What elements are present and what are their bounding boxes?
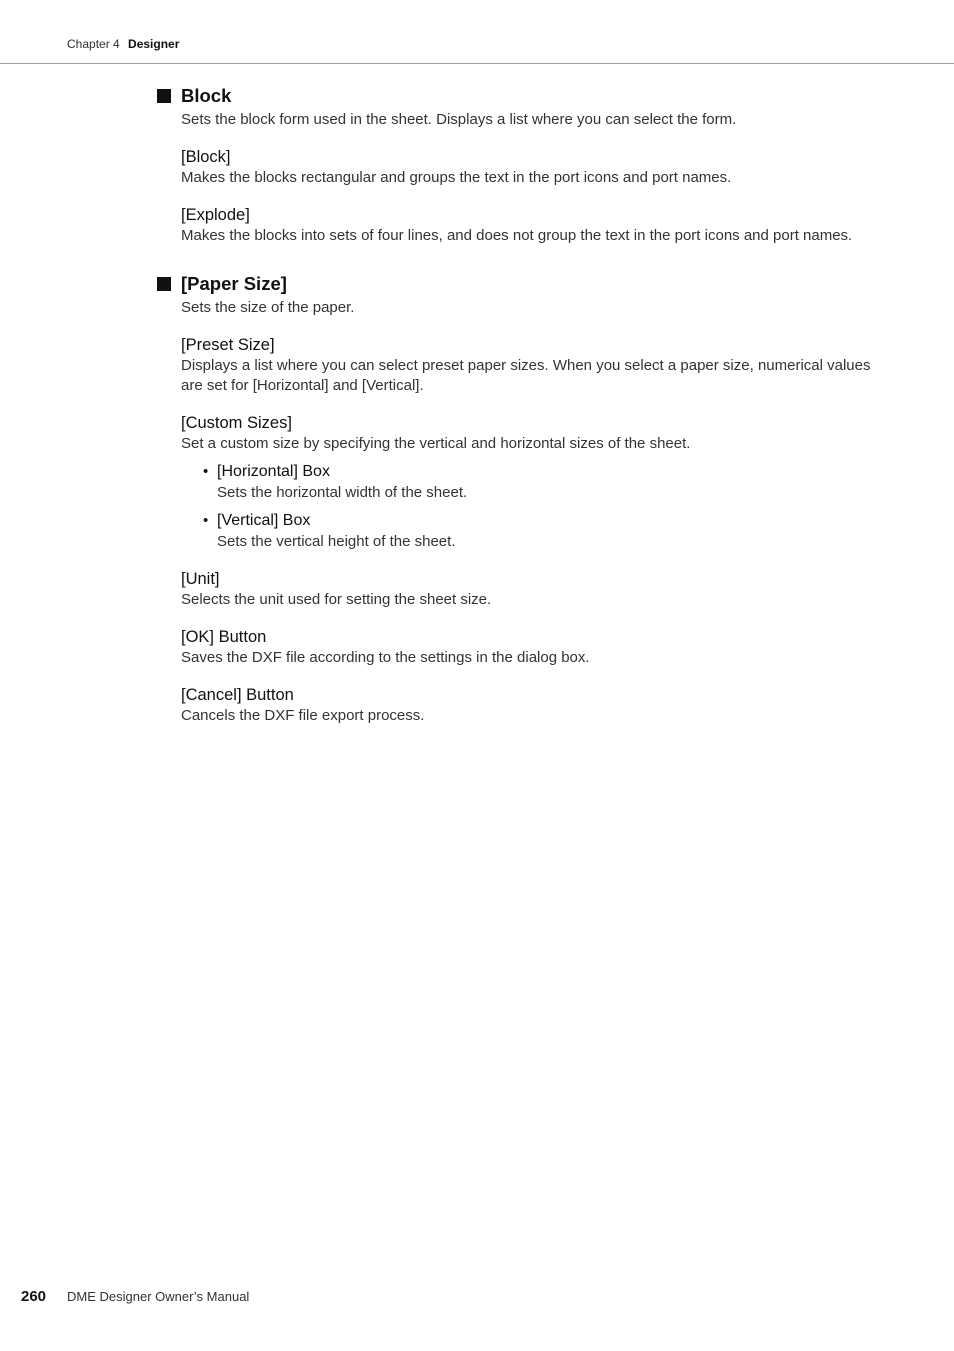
item-title: [Custom Sizes] [181,414,292,432]
section-description: Sets the size of the paper. [181,299,355,316]
section-heading [157,84,887,108]
section-title: Block [181,85,232,106]
item-title: [Preset Size] [181,336,275,354]
section-heading [157,272,887,296]
section-description: Sets the block form used in the sheet. Displays a list where you can select the form. [181,111,737,128]
bullet-description: Sets the horizontal width of the sheet. [217,484,468,501]
item-explode [181,204,887,246]
section-block [157,84,887,246]
bullet-description: Sets the vertical height of the sheet. [217,533,456,550]
item-unit [181,568,887,610]
running-header [67,37,179,51]
page-content [157,84,887,752]
manual-title: DME Designer Owner’s Manual [67,1289,250,1304]
chapter-label: Chapter 4 [67,37,120,51]
square-bullet-icon [157,277,171,291]
item-description: Makes the blocks into sets of four lines, and does not group the text in the port icons and port names. [181,227,853,244]
square-bullet-icon [157,89,171,103]
bullet-dot-icon: • [203,463,209,480]
chapter-name: Designer [128,37,180,51]
item-description: Makes the blocks rectangular and groups the text in the port icons and port names. [181,169,732,186]
item-title: [Cancel] Button [181,686,294,704]
item-description: Saves the DXF file according to the settings in the dialog box. [181,649,590,666]
item-ok-button [181,626,887,668]
item-title: [OK] Button [181,628,267,646]
item-description: Cancels the DXF file export process. [181,707,425,724]
bullet-title: [Vertical] Box [217,512,311,529]
item-description: Set a custom size by specifying the vertical and horizontal sizes of the sheet. [181,435,691,452]
item-title: [Unit] [181,570,220,588]
bullet-dot-icon: • [203,512,209,529]
page-footer [21,1288,249,1305]
item-preset-size [181,334,887,396]
section-paper-size [157,272,887,726]
item-cancel-button [181,684,887,726]
bullet-item-horizontal-box [203,462,887,503]
bullet-list [203,462,887,552]
item-description: Selects the unit used for setting the sheet size. [181,591,492,608]
item-custom-sizes [181,412,887,552]
item-block [181,146,887,188]
header-divider [0,63,954,64]
item-title: [Explode] [181,206,250,224]
page-number: 260 [21,1288,47,1305]
item-title: [Block] [181,148,231,166]
item-description: Displays a list where you can select preset paper sizes. When you select a paper size, numerical values are set for [Horizontal] and [Vertical]. [181,357,871,394]
bullet-item-vertical-box [203,511,887,552]
bullet-title: [Horizontal] Box [217,463,330,480]
section-title: [Paper Size] [181,273,287,294]
